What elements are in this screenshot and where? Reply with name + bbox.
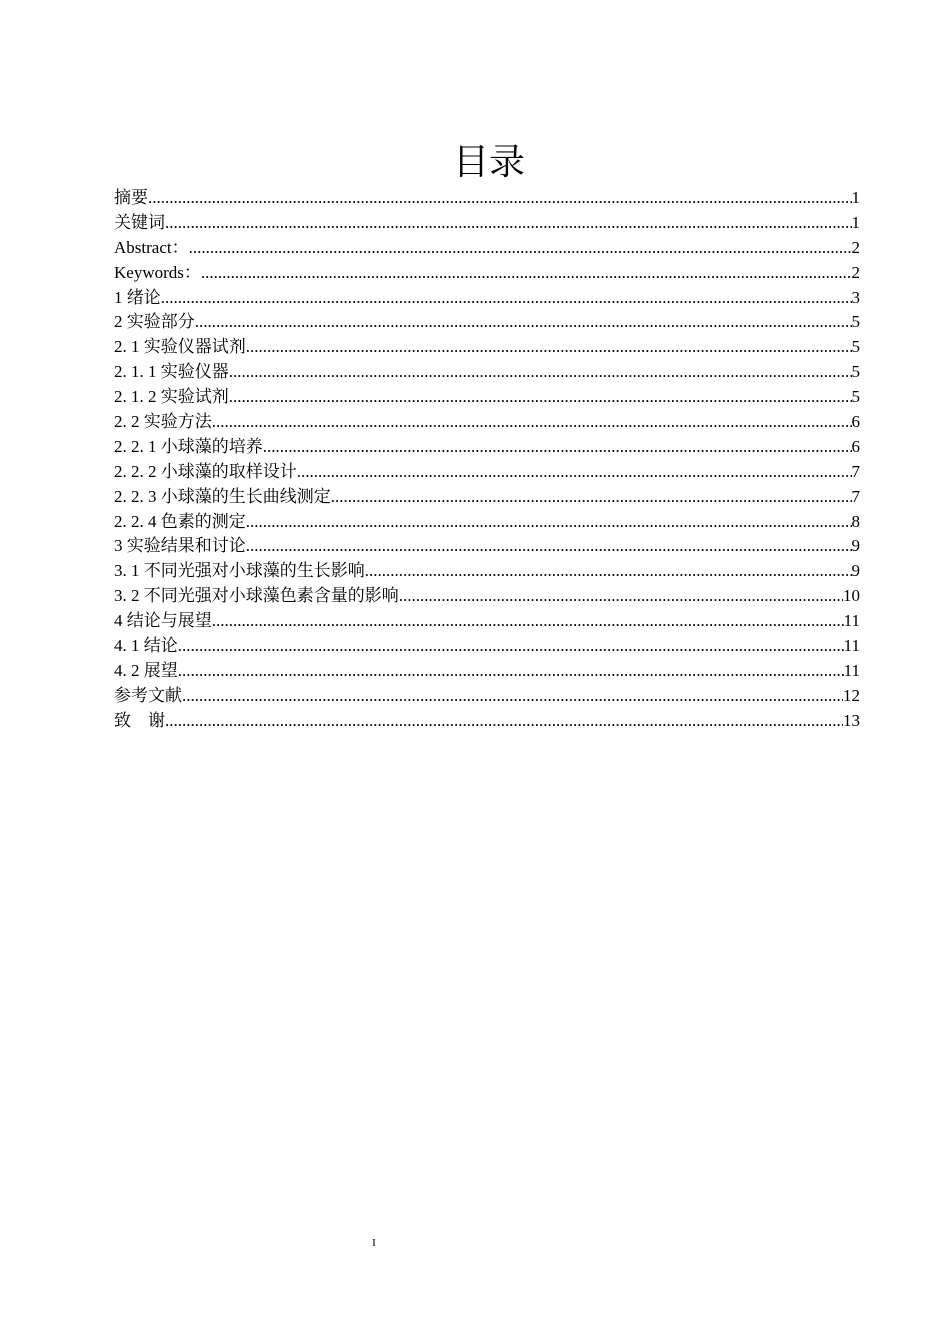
toc-entry-label: 3. 2 不同光强对小球藻色素含量的影响 [114,586,399,606]
toc-entry-page-number: 9 [851,536,860,556]
toc-dot-leader [182,684,843,709]
toc-entry-page-number: 5 [851,312,860,332]
toc-entry[interactable] [114,261,860,286]
toc-entry[interactable] [114,335,860,360]
toc-dot-leader [178,659,844,684]
toc-entry[interactable] [114,435,860,460]
toc-dot-leader [165,709,843,734]
toc-entry-page-number: 1 [851,212,860,232]
toc-dot-leader [297,460,852,485]
toc-entry[interactable] [114,310,860,335]
toc-entry-label: 3. 1 不同光强对小球藻的生长影响 [114,561,365,581]
toc-entry-page-number: 5 [851,362,860,382]
toc-dot-leader [246,510,852,535]
toc-dot-leader [212,410,852,435]
toc-entry-page-number: 7 [851,461,860,481]
toc-entry-page-number: 2 [851,262,860,282]
toc-entry-page-number: 11 [843,611,860,631]
toc-entry-label: 2. 1. 1 实验仪器 [114,362,229,382]
toc-dot-leader [148,186,852,211]
toc-entry[interactable] [114,684,860,709]
toc-entry-page-number: 11 [843,660,860,680]
toc-dot-leader [178,634,844,659]
toc-entry-label: 2. 2. 4 色素的测定 [114,511,246,531]
toc-entry-label: 2 实验部分 [114,312,195,332]
toc-entry[interactable] [114,634,860,659]
toc-entry-page-number: 10 [843,586,860,606]
table-of-contents [114,186,860,734]
toc-entry-label: 2. 2. 2 小球藻的取样设计 [114,461,297,481]
toc-entry[interactable] [114,410,860,435]
toc-entry-page-number: 8 [851,511,860,531]
toc-dot-leader [195,310,852,335]
toc-entry[interactable] [114,609,860,634]
toc-entry-label: Keywords： [114,262,201,282]
toc-dot-leader [331,485,852,510]
toc-entry-page-number: 5 [851,387,860,407]
toc-entry-label: Abstract： [114,237,189,257]
toc-entry[interactable] [114,485,860,510]
toc-dot-leader [229,385,852,410]
toc-dot-leader [246,335,852,360]
toc-entry-label: 关键词 [114,212,165,232]
toc-entry-page-number: 11 [843,636,860,656]
toc-dot-leader [365,559,852,584]
toc-dot-leader [165,211,852,236]
toc-entry-label: 3 实验结果和讨论 [114,536,246,556]
toc-entry[interactable] [114,659,860,684]
toc-entry[interactable] [114,360,860,385]
toc-entry-label: 4 结论与展望 [114,611,212,631]
toc-entry-page-number: 9 [851,561,860,581]
toc-entry-label: 2. 1. 2 实验试剂 [114,387,229,407]
page-title: 目录 [452,142,525,183]
toc-entry[interactable] [114,211,860,236]
toc-dot-leader [399,584,843,609]
toc-entry-page-number: 6 [851,436,860,456]
toc-entry-label: 参考文献 [114,685,182,705]
toc-dot-leader [189,236,852,261]
toc-entry-label: 1 绪论 [114,287,161,307]
toc-entry-page-number: 2 [851,237,860,257]
toc-entry[interactable] [114,460,860,485]
toc-entry-label: 4. 1 结论 [114,636,178,656]
toc-entry-label: 2. 2 实验方法 [114,412,212,432]
toc-entry-page-number: 12 [843,685,860,705]
toc-dot-leader [246,534,852,559]
toc-entry-label: 4. 2 展望 [114,660,178,680]
toc-entry[interactable] [114,534,860,559]
toc-entry-page-number: 7 [851,486,860,506]
toc-entry[interactable] [114,236,860,261]
toc-entry[interactable] [114,559,860,584]
toc-entry-page-number: 5 [851,337,860,357]
toc-entry[interactable] [114,584,860,609]
toc-entry-page-number: 1 [851,188,860,207]
page-number-footer: I [372,1237,376,1249]
toc-entry-label: 2. 2. 1 小球藻的培养 [114,436,263,456]
toc-entry[interactable] [114,709,860,734]
toc-entry[interactable] [114,385,860,410]
toc-entry[interactable] [114,510,860,535]
toc-entry-label: 2. 2. 3 小球藻的生长曲线测定 [114,486,331,506]
toc-entry-page-number: 3 [851,287,860,307]
toc-entry-page-number: 6 [851,412,860,432]
toc-entry[interactable] [114,286,860,311]
toc-entry[interactable] [114,186,860,211]
toc-entry-label: 2. 1 实验仪器试剂 [114,337,246,357]
toc-dot-leader [229,360,852,385]
toc-dot-leader [212,609,844,634]
toc-entry-page-number: 13 [843,710,860,730]
toc-dot-leader [263,435,852,460]
toc-dot-leader [161,286,852,311]
toc-dot-leader [201,261,852,286]
toc-entry-label: 致 谢 [114,710,165,730]
toc-entry-label: 摘要 [114,188,148,207]
